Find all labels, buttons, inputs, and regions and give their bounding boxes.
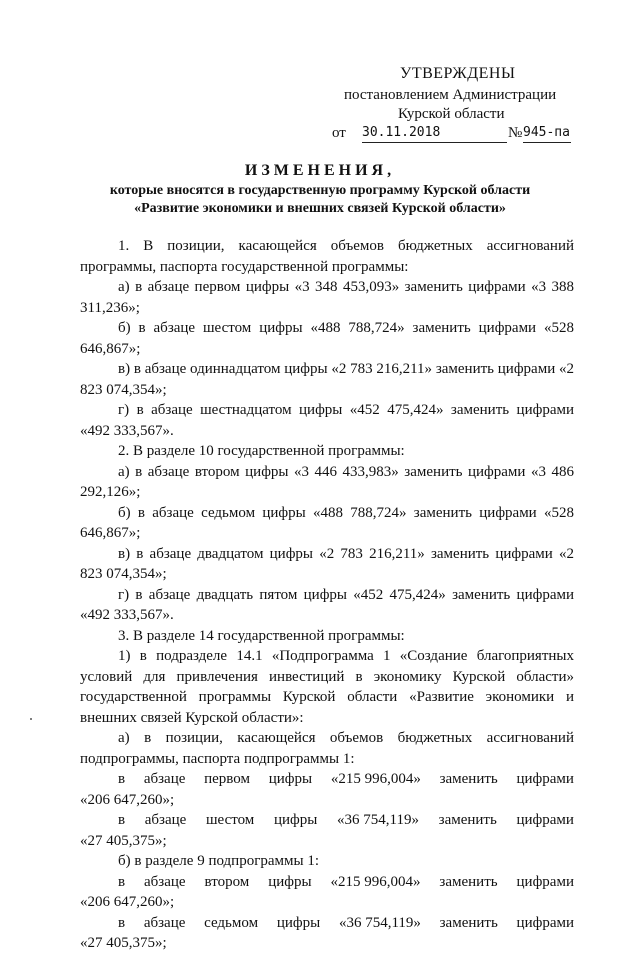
word: цифрами <box>516 914 574 931</box>
word: цифры <box>273 812 318 828</box>
word: «36 754,119» <box>337 812 419 828</box>
paragraph-3-1a-1-tail: «206 647,260»; <box>80 791 175 808</box>
paragraph-2b: б) в абзаце седьмом цифры «488 788,724» заменить цифрами «528 646,867»; <box>80 504 574 541</box>
word: в <box>118 812 126 828</box>
approved-heading: УТВЕРЖДЕНЫ <box>400 65 516 82</box>
approval-date: 30.11.2018 <box>362 123 507 143</box>
paragraph-1b: б) в абзаце шестом цифры «488 788,724» заменить цифрами «528 646,867»; <box>80 320 574 357</box>
word: в <box>118 873 126 890</box>
word: заменить <box>439 914 498 931</box>
document-title: ИЗМЕНЕНИЯ, <box>244 162 396 179</box>
paragraph-3-1b-2-tail: «27 405,375»; <box>80 935 167 951</box>
paragraph-3: 3. В разделе 14 государственной программы: <box>118 627 405 644</box>
paragraph-3-1: 1) в подразделе 14.1 «Подпрограмма 1 «Создание благоприятных условий для привлечения инвестиций в экономику Курской области» государственной программы Курской области «Развитие экономики и внешних связей Курской области»: <box>80 648 574 726</box>
document-body <box>80 236 574 954</box>
word: цифры <box>268 771 313 787</box>
paragraph-2a: а) в абзаце втором цифры «3 446 433,983» заменить цифрами «3 486 292,126»; <box>80 463 574 500</box>
word: втором <box>204 873 250 890</box>
paragraph-1d: г) в абзаце шестнадцатом цифры «452 475,424» заменить цифрами «492 333,567». <box>80 402 574 439</box>
word: «215 996,004» <box>330 873 421 890</box>
word: шестом <box>206 812 255 828</box>
paragraph-3-1a-1-line <box>80 769 574 790</box>
word: седьмом <box>204 914 259 931</box>
word: заменить <box>439 873 498 890</box>
word: цифрами <box>516 771 574 787</box>
paragraph-3-1b-1-line <box>80 872 574 893</box>
word: абзаце <box>144 873 186 890</box>
approval-line-2: Курской области <box>398 106 505 122</box>
paragraph-3-1a: а) в позиции, касающейся объемов бюджетных ассигнований подпрограммы, паспорта подпрограммы 1: <box>80 730 574 767</box>
paragraph-1a: а) в абзаце первом цифры «3 348 453,093» заменить цифрами «3 388 311,236»; <box>80 279 574 316</box>
paragraph-2d: г) в абзаце двадцать пятом цифры «452 475,424» заменить цифрами «492 333,567». <box>80 586 574 623</box>
word: «215 996,004» <box>330 771 421 787</box>
paragraph-3-1a-2-tail: «27 405,375»; <box>80 832 167 849</box>
from-label: от <box>332 125 346 141</box>
paragraph-1c: в) в абзаце одиннадцатом цифры «2 783 216,211» заменить цифрами «2 823 074,354»; <box>80 361 574 398</box>
word: заменить <box>438 812 497 828</box>
paragraph-3-1b-1-tail: «206 647,260»; <box>80 894 175 910</box>
paragraph-2c: в) в абзаце двадцатом цифры «2 783 216,211» заменить цифрами «2 823 074,354»; <box>80 545 574 582</box>
word: в <box>118 914 126 931</box>
word: абзаце <box>144 812 187 828</box>
word: цифры <box>268 873 312 890</box>
number-label: № <box>508 125 523 141</box>
word: первом <box>204 771 250 787</box>
document-subtitle-line-2: «Развитие экономики и внешних связей Курской области» <box>134 201 506 216</box>
paragraph-2: 2. В разделе 10 государственной программы: <box>118 443 405 459</box>
word: в <box>118 771 126 787</box>
document-subtitle-line-1: которые вносятся в государственную программу Курской области <box>109 183 531 198</box>
word: абзаце <box>143 914 186 931</box>
scan-artifact-dot <box>30 718 32 720</box>
paragraph-3-1b: б) в разделе 9 подпрограммы 1: <box>118 853 319 869</box>
approval-number: 945-па <box>523 123 571 143</box>
word: абзаце <box>143 771 186 787</box>
word: «36 754,119» <box>338 914 421 931</box>
paragraph-3-1b-2-line <box>80 913 574 934</box>
word: цифрами <box>516 812 574 828</box>
paragraph-1: 1. В позиции, касающейся объемов бюджетных ассигнований программы, паспорта государственной программы: <box>80 238 574 275</box>
approval-line-1: постановлением Администрации <box>344 87 557 103</box>
paragraph-3-1a-2-line <box>80 810 574 831</box>
word: заменить <box>439 771 498 787</box>
word: цифрами <box>516 873 574 890</box>
word: цифры <box>276 914 321 931</box>
